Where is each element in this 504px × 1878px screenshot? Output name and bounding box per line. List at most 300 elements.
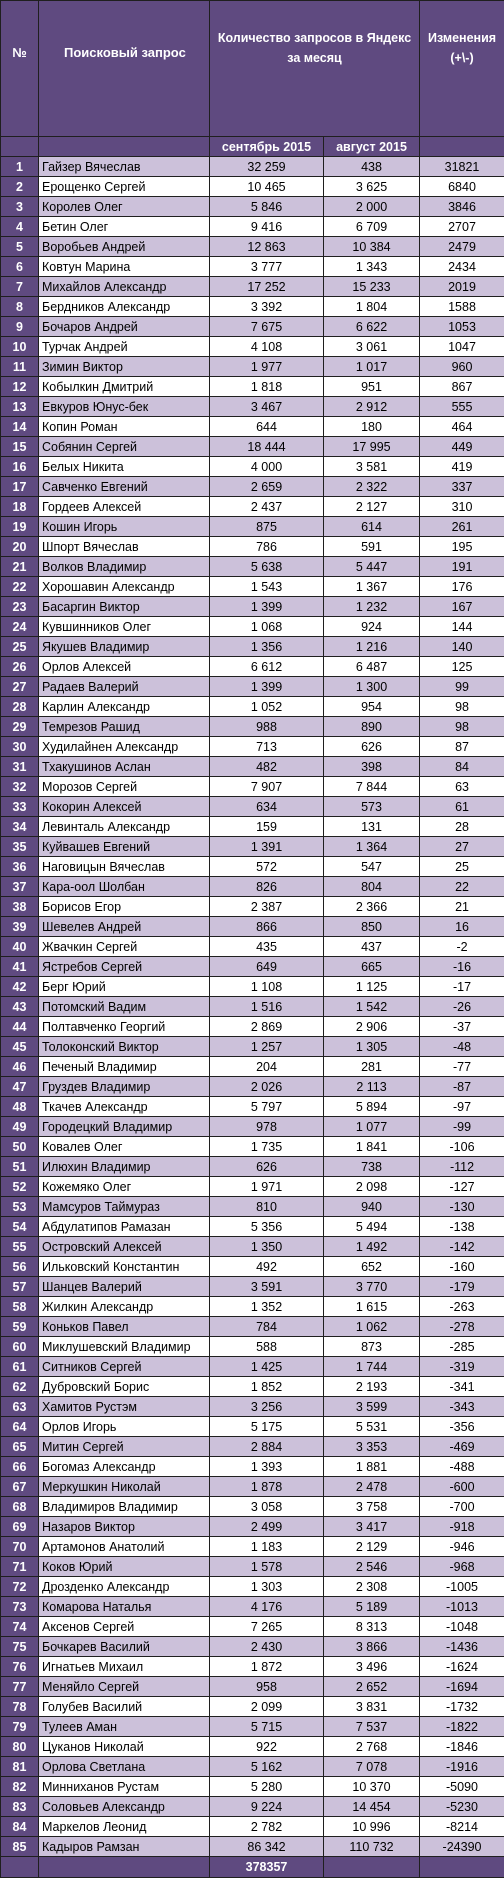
row-number: 1 [1, 157, 39, 177]
row-august: 1 077 [324, 1117, 420, 1137]
row-number: 41 [1, 957, 39, 977]
row-august: 17 995 [324, 437, 420, 457]
row-number: 81 [1, 1757, 39, 1777]
table-row [1, 1097, 504, 1117]
row-august: 547 [324, 857, 420, 877]
row-query: Левинталь Александр [39, 817, 210, 837]
table-row [1, 1757, 504, 1777]
row-number: 47 [1, 1077, 39, 1097]
table-row [1, 217, 504, 237]
row-number: 9 [1, 317, 39, 337]
row-change: -77 [420, 1057, 504, 1077]
row-number: 2 [1, 177, 39, 197]
row-number: 44 [1, 1017, 39, 1037]
row-number: 67 [1, 1477, 39, 1497]
row-query: Шпорт Вячеслав [39, 537, 210, 557]
row-september: 784 [210, 1317, 324, 1337]
row-query: Ковалев Олег [39, 1137, 210, 1157]
row-query: Ильковский Константин [39, 1257, 210, 1277]
row-query: Коньков Павел [39, 1317, 210, 1337]
row-august: 1 881 [324, 1457, 420, 1477]
row-query: Тхакушинов Аслан [39, 757, 210, 777]
row-september: 1 393 [210, 1457, 324, 1477]
row-change: 22 [420, 877, 504, 897]
row-august: 1 841 [324, 1137, 420, 1157]
row-query: Кобылкин Дмитрий [39, 377, 210, 397]
row-query: Собянин Сергей [39, 437, 210, 457]
row-query: Орлов Игорь [39, 1417, 210, 1437]
row-september: 7 675 [210, 317, 324, 337]
row-august: 924 [324, 617, 420, 637]
row-change: 3846 [420, 197, 504, 217]
row-august: 10 996 [324, 1817, 420, 1837]
row-september: 492 [210, 1257, 324, 1277]
row-query: Соловьев Александр [39, 1797, 210, 1817]
row-query: Гайзер Вячеслав [39, 157, 210, 177]
table-row [1, 977, 504, 997]
row-change: 419 [420, 457, 504, 477]
row-august: 2 129 [324, 1537, 420, 1557]
row-number: 60 [1, 1337, 39, 1357]
row-number: 56 [1, 1257, 39, 1277]
row-september: 12 863 [210, 237, 324, 257]
row-query: Хорошавин Александр [39, 577, 210, 597]
row-number: 27 [1, 677, 39, 697]
row-change: 63 [420, 777, 504, 797]
header-num: № [1, 1, 39, 137]
row-change: -356 [420, 1417, 504, 1437]
table-header-row [1, 1, 504, 137]
table-row [1, 1677, 504, 1697]
row-change: -48 [420, 1037, 504, 1057]
row-number: 62 [1, 1377, 39, 1397]
row-number: 49 [1, 1117, 39, 1137]
row-number: 21 [1, 557, 39, 577]
row-number: 31 [1, 757, 39, 777]
row-august: 3 496 [324, 1657, 420, 1677]
row-change: -179 [420, 1277, 504, 1297]
table-row [1, 937, 504, 957]
row-query: Игнатьев Михаил [39, 1657, 210, 1677]
row-query: Гордеев Алексей [39, 497, 210, 517]
row-september: 7 907 [210, 777, 324, 797]
row-query: Митин Сергей [39, 1437, 210, 1457]
row-september: 3 467 [210, 397, 324, 417]
table-row [1, 417, 504, 437]
row-change: 2019 [420, 277, 504, 297]
row-september: 435 [210, 937, 324, 957]
row-query: Савченко Евгений [39, 477, 210, 497]
row-number: 53 [1, 1197, 39, 1217]
row-september: 866 [210, 917, 324, 937]
row-august: 1 300 [324, 677, 420, 697]
row-september: 18 444 [210, 437, 324, 457]
row-september: 644 [210, 417, 324, 437]
row-august: 940 [324, 1197, 420, 1217]
row-change: 867 [420, 377, 504, 397]
row-september: 2 659 [210, 477, 324, 497]
table-row [1, 837, 504, 857]
row-august: 2 113 [324, 1077, 420, 1097]
row-september: 3 777 [210, 257, 324, 277]
row-number: 40 [1, 937, 39, 957]
row-change: 449 [420, 437, 504, 457]
row-september: 5 356 [210, 1217, 324, 1237]
row-change: -26 [420, 997, 504, 1017]
row-number: 75 [1, 1637, 39, 1657]
subheader-september: сентябрь 2015 [210, 137, 324, 157]
row-query: Артамонов Анатолий [39, 1537, 210, 1557]
row-change: 195 [420, 537, 504, 557]
row-number: 82 [1, 1777, 39, 1797]
row-september: 1 356 [210, 637, 324, 657]
row-query: Морозов Сергей [39, 777, 210, 797]
row-query: Городецкий Владимир [39, 1117, 210, 1137]
row-september: 988 [210, 717, 324, 737]
row-september: 2 387 [210, 897, 324, 917]
row-august: 652 [324, 1257, 420, 1277]
row-september: 204 [210, 1057, 324, 1077]
table-body [1, 157, 504, 1857]
row-change: -946 [420, 1537, 504, 1557]
row-august: 2 308 [324, 1577, 420, 1597]
row-september: 2 869 [210, 1017, 324, 1037]
row-query: Королев Олег [39, 197, 210, 217]
row-query: Воробьев Андрей [39, 237, 210, 257]
row-august: 1 216 [324, 637, 420, 657]
row-change: -319 [420, 1357, 504, 1377]
row-change: -1005 [420, 1577, 504, 1597]
row-number: 46 [1, 1057, 39, 1077]
table-row [1, 1277, 504, 1297]
row-number: 42 [1, 977, 39, 997]
table-row [1, 857, 504, 877]
row-september: 3 058 [210, 1497, 324, 1517]
row-september: 4 176 [210, 1597, 324, 1617]
table-row [1, 917, 504, 937]
row-query: Кадыров Рамзан [39, 1837, 210, 1857]
row-august: 2 127 [324, 497, 420, 517]
row-september: 2 430 [210, 1637, 324, 1657]
row-change: -37 [420, 1017, 504, 1037]
row-change: -600 [420, 1477, 504, 1497]
row-query: Темрезов Рашид [39, 717, 210, 737]
row-change: 555 [420, 397, 504, 417]
row-september: 2 884 [210, 1437, 324, 1457]
row-august: 626 [324, 737, 420, 757]
row-query: Цуканов Николай [39, 1737, 210, 1757]
row-query: Владимиров Владимир [39, 1497, 210, 1517]
row-change: -1822 [420, 1717, 504, 1737]
row-august: 10 370 [324, 1777, 420, 1797]
row-query: Евкуров Юнус-бек [39, 397, 210, 417]
row-query: Шанцев Валерий [39, 1277, 210, 1297]
row-august: 10 384 [324, 237, 420, 257]
row-change: 61 [420, 797, 504, 817]
table-row [1, 1077, 504, 1097]
table-row [1, 1197, 504, 1217]
row-september: 1 543 [210, 577, 324, 597]
row-september: 159 [210, 817, 324, 837]
table-row [1, 1337, 504, 1357]
row-change: -968 [420, 1557, 504, 1577]
row-september: 1 068 [210, 617, 324, 637]
row-august: 5 494 [324, 1217, 420, 1237]
row-change: -2 [420, 937, 504, 957]
row-query: Комарова Наталья [39, 1597, 210, 1617]
row-number: 16 [1, 457, 39, 477]
table-row [1, 1717, 504, 1737]
row-query: Голубев Василий [39, 1697, 210, 1717]
row-change: 6840 [420, 177, 504, 197]
table-row [1, 1117, 504, 1137]
row-query: Куйвашев Евгений [39, 837, 210, 857]
row-september: 2 499 [210, 1517, 324, 1537]
row-number: 14 [1, 417, 39, 437]
row-query: Кошин Игорь [39, 517, 210, 537]
row-change: -160 [420, 1257, 504, 1277]
row-number: 23 [1, 597, 39, 617]
row-number: 28 [1, 697, 39, 717]
row-change: 25 [420, 857, 504, 877]
row-september: 1 818 [210, 377, 324, 397]
row-september: 482 [210, 757, 324, 777]
row-number: 78 [1, 1697, 39, 1717]
row-change: -112 [420, 1157, 504, 1177]
row-change: -343 [420, 1397, 504, 1417]
row-september: 588 [210, 1337, 324, 1357]
row-number: 65 [1, 1437, 39, 1457]
table-row [1, 1457, 504, 1477]
row-august: 1 125 [324, 977, 420, 997]
table-row [1, 617, 504, 637]
table-row [1, 1177, 504, 1197]
row-september: 1 971 [210, 1177, 324, 1197]
row-number: 71 [1, 1557, 39, 1577]
table-row [1, 577, 504, 597]
row-august: 2 768 [324, 1737, 420, 1757]
table-row [1, 997, 504, 1017]
table-row [1, 337, 504, 357]
row-number: 51 [1, 1157, 39, 1177]
row-number: 54 [1, 1217, 39, 1237]
row-query: Борисов Егор [39, 897, 210, 917]
row-query: Маркелов Леонид [39, 1817, 210, 1837]
row-august: 804 [324, 877, 420, 897]
row-query: Михайлов Александр [39, 277, 210, 297]
row-change: 1588 [420, 297, 504, 317]
row-change: 167 [420, 597, 504, 617]
row-change: -1436 [420, 1637, 504, 1657]
row-august: 6 622 [324, 317, 420, 337]
table-row [1, 257, 504, 277]
row-september: 86 342 [210, 1837, 324, 1857]
row-august: 3 061 [324, 337, 420, 357]
table-row [1, 1377, 504, 1397]
row-change: -1013 [420, 1597, 504, 1617]
row-august: 398 [324, 757, 420, 777]
row-change: -5090 [420, 1777, 504, 1797]
row-august: 954 [324, 697, 420, 717]
subheader-empty-name [39, 137, 210, 157]
table-row [1, 797, 504, 817]
row-change: 140 [420, 637, 504, 657]
row-number: 48 [1, 1097, 39, 1117]
table-row [1, 317, 504, 337]
row-change: -87 [420, 1077, 504, 1097]
table-subheader-row [1, 137, 504, 157]
table-row [1, 197, 504, 217]
row-change: -17 [420, 977, 504, 997]
table-row [1, 277, 504, 297]
row-august: 573 [324, 797, 420, 817]
row-number: 32 [1, 777, 39, 797]
row-number: 17 [1, 477, 39, 497]
row-query: Кожемяко Олег [39, 1177, 210, 1197]
table-row [1, 397, 504, 417]
row-number: 38 [1, 897, 39, 917]
row-september: 3 591 [210, 1277, 324, 1297]
row-number: 76 [1, 1657, 39, 1677]
row-query: Миклушевский Владимир [39, 1337, 210, 1357]
row-august: 890 [324, 717, 420, 737]
row-change: -285 [420, 1337, 504, 1357]
row-change: 2707 [420, 217, 504, 237]
row-number: 68 [1, 1497, 39, 1517]
row-september: 32 259 [210, 157, 324, 177]
row-number: 69 [1, 1517, 39, 1537]
row-change: 464 [420, 417, 504, 437]
table-row [1, 1537, 504, 1557]
row-change: 84 [420, 757, 504, 777]
row-august: 2 366 [324, 897, 420, 917]
row-number: 20 [1, 537, 39, 557]
table-row [1, 177, 504, 197]
row-change: -1694 [420, 1677, 504, 1697]
row-change: 98 [420, 717, 504, 737]
row-august: 2 322 [324, 477, 420, 497]
table-row [1, 777, 504, 797]
table-row [1, 1497, 504, 1517]
row-query: Кара-оол Шолбан [39, 877, 210, 897]
row-number: 18 [1, 497, 39, 517]
row-august: 180 [324, 417, 420, 437]
row-august: 665 [324, 957, 420, 977]
row-change: 261 [420, 517, 504, 537]
row-change: -1732 [420, 1697, 504, 1717]
row-september: 1 391 [210, 837, 324, 857]
row-query: Груздев Владимир [39, 1077, 210, 1097]
row-change: 1053 [420, 317, 504, 337]
row-august: 951 [324, 377, 420, 397]
row-query: Басаргин Виктор [39, 597, 210, 617]
row-query: Абдулатипов Рамазан [39, 1217, 210, 1237]
row-number: 10 [1, 337, 39, 357]
table-row [1, 1737, 504, 1757]
row-number: 64 [1, 1417, 39, 1437]
row-september: 1 352 [210, 1297, 324, 1317]
table-row [1, 757, 504, 777]
row-change: 310 [420, 497, 504, 517]
table-row [1, 817, 504, 837]
row-query: Бердников Александр [39, 297, 210, 317]
row-august: 14 454 [324, 1797, 420, 1817]
row-query: Дрозденко Александр [39, 1577, 210, 1597]
table-row [1, 1237, 504, 1257]
row-august: 850 [324, 917, 420, 937]
row-change: 2434 [420, 257, 504, 277]
row-august: 1 744 [324, 1357, 420, 1377]
row-number: 11 [1, 357, 39, 377]
row-query: Печеный Владимир [39, 1057, 210, 1077]
row-query: Назаров Виктор [39, 1517, 210, 1537]
row-september: 1 399 [210, 597, 324, 617]
row-august: 5 189 [324, 1597, 420, 1617]
row-september: 1 052 [210, 697, 324, 717]
table-row [1, 1417, 504, 1437]
row-query: Ткачев Александр [39, 1097, 210, 1117]
table-row [1, 737, 504, 757]
row-query: Орлова Светлана [39, 1757, 210, 1777]
row-number: 83 [1, 1797, 39, 1817]
row-august: 738 [324, 1157, 420, 1177]
row-august: 3 353 [324, 1437, 420, 1457]
row-september: 1 578 [210, 1557, 324, 1577]
table-row [1, 477, 504, 497]
row-august: 2 478 [324, 1477, 420, 1497]
row-query: Меняйло Сергей [39, 1677, 210, 1697]
table-row [1, 1057, 504, 1077]
row-september: 1 399 [210, 677, 324, 697]
row-query: Шевелев Андрей [39, 917, 210, 937]
row-september: 1 878 [210, 1477, 324, 1497]
table-row [1, 1697, 504, 1717]
row-change: 16 [420, 917, 504, 937]
row-number: 73 [1, 1597, 39, 1617]
row-query: Наговицын Вячеслав [39, 857, 210, 877]
table-row [1, 1797, 504, 1817]
row-change: -8214 [420, 1817, 504, 1837]
row-september: 958 [210, 1677, 324, 1697]
table-row [1, 1317, 504, 1337]
row-august: 1 232 [324, 597, 420, 617]
row-number: 37 [1, 877, 39, 897]
row-query: Бочаров Андрей [39, 317, 210, 337]
table-row [1, 677, 504, 697]
row-september: 1 735 [210, 1137, 324, 1157]
row-query: Орлов Алексей [39, 657, 210, 677]
row-august: 15 233 [324, 277, 420, 297]
row-september: 1 852 [210, 1377, 324, 1397]
table-row [1, 657, 504, 677]
row-number: 5 [1, 237, 39, 257]
table-row [1, 1837, 504, 1857]
row-september: 978 [210, 1117, 324, 1137]
row-change: -1916 [420, 1757, 504, 1777]
row-query: Аксенов Сергей [39, 1617, 210, 1637]
row-number: 72 [1, 1577, 39, 1597]
row-september: 1 303 [210, 1577, 324, 1597]
row-change: -1624 [420, 1657, 504, 1677]
table-row [1, 377, 504, 397]
table-row [1, 1777, 504, 1797]
total-empty-august [324, 1857, 420, 1878]
table-row [1, 1617, 504, 1637]
row-number: 19 [1, 517, 39, 537]
row-september: 634 [210, 797, 324, 817]
row-august: 1 367 [324, 577, 420, 597]
row-august: 438 [324, 157, 420, 177]
